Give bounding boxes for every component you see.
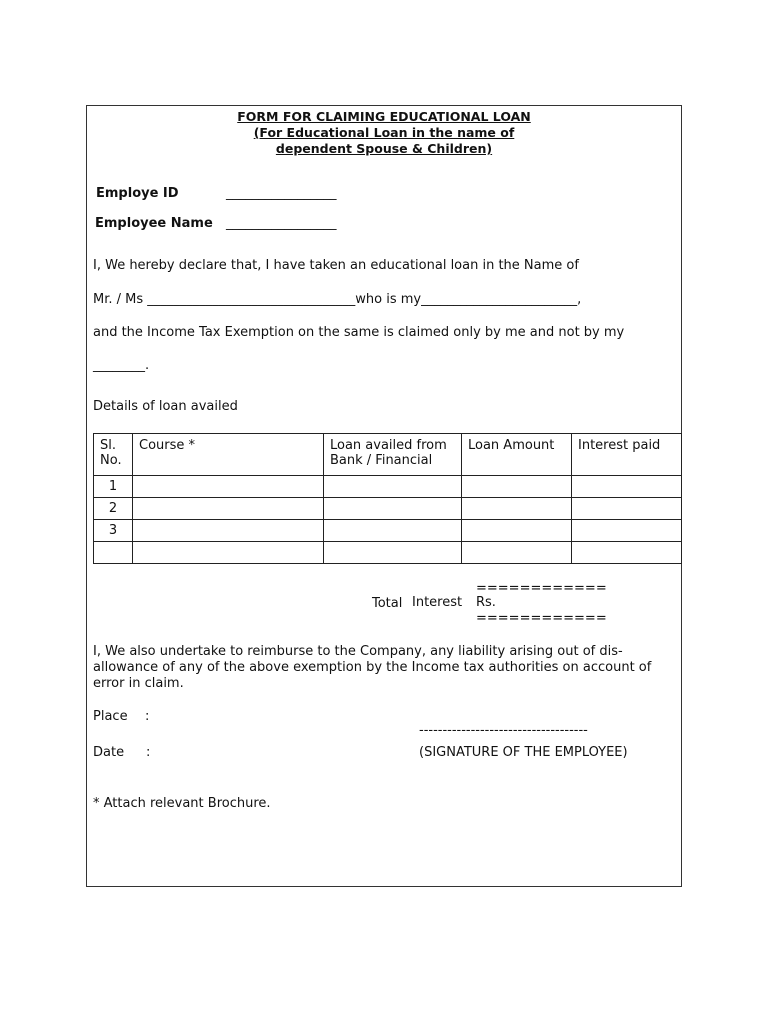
loan-details-table: [93, 433, 682, 564]
employee-name-label: Employee Name: [95, 216, 213, 231]
row-number: 3: [94, 520, 133, 542]
form-title: FORM FOR CLAIMING EDUCATIONAL LOAN: [237, 109, 531, 124]
signature-line[interactable]: ------------------------------------: [419, 723, 588, 738]
course-cell[interactable]: [133, 542, 324, 564]
header-loan-source: Loan availed from Bank / Financial: [324, 434, 462, 476]
signature-label: (SIGNATURE OF THE EMPLOYEE): [419, 745, 628, 760]
loan-source-cell[interactable]: [324, 498, 462, 520]
table-row: [94, 476, 682, 498]
course-cell[interactable]: [133, 520, 324, 542]
course-cell[interactable]: [133, 476, 324, 498]
place-label: Place: [93, 709, 128, 724]
interest-paid-cell[interactable]: [572, 542, 682, 564]
employee-name-field[interactable]: _________________: [226, 216, 337, 231]
details-heading: Details of loan availed: [93, 399, 238, 414]
row-number: [94, 542, 133, 564]
table-row: [94, 542, 682, 564]
date-label: Date: [93, 745, 125, 760]
declaration-line-3: and the Income Tax Exemption on the same is claimed only by me and not by my: [93, 325, 625, 340]
table-row: [94, 498, 682, 520]
loan-source-cell[interactable]: [324, 542, 462, 564]
header-loan-amount: Loan Amount: [462, 434, 572, 476]
header-sl-no: Sl. No.: [94, 434, 133, 476]
table-header-row: [94, 434, 682, 476]
row-number: 2: [94, 498, 133, 520]
total-currency: Rs.: [476, 595, 496, 610]
loan-amount-cell[interactable]: [462, 520, 572, 542]
loan-amount-cell[interactable]: [462, 498, 572, 520]
header-interest-paid: Interest paid: [572, 434, 682, 476]
undertaking-line-3: error in claim.: [93, 676, 184, 691]
undertaking-line-2: allowance of any of the above exemption by the Income tax authorities on account of: [93, 660, 652, 675]
loan-amount-cell[interactable]: [462, 476, 572, 498]
total-equals-top: ============: [476, 581, 607, 596]
employee-id-field[interactable]: _________________: [226, 186, 337, 201]
header-course: Course *: [133, 434, 324, 476]
course-cell[interactable]: [133, 498, 324, 520]
declaration-line-4: ________.: [93, 358, 150, 373]
undertaking-line-1: I, We also undertake to reimburse to the Company, any liability arising out of dis-: [93, 644, 623, 659]
loan-amount-cell[interactable]: [462, 542, 572, 564]
form-subtitle-line1: (For Educational Loan in the name of: [253, 125, 515, 140]
table-row: [94, 520, 682, 542]
total-interest-label: Interest: [412, 595, 463, 610]
loan-source-cell[interactable]: [324, 476, 462, 498]
declaration-line-2: Mr. / Ms ________________________________who is my________________________,: [93, 292, 582, 307]
attach-note: * Attach relevant Brochure.: [93, 796, 271, 811]
loan-source-cell[interactable]: [324, 520, 462, 542]
interest-paid-cell[interactable]: [572, 498, 682, 520]
total-label: Total: [372, 596, 403, 611]
interest-paid-cell[interactable]: [572, 476, 682, 498]
interest-paid-cell[interactable]: [572, 520, 682, 542]
total-equals-bottom: ============: [476, 611, 607, 626]
date-colon: :: [146, 745, 151, 760]
declaration-line-1: I, We hereby declare that, I have taken an educational loan in the Name of: [93, 258, 579, 273]
employee-id-label: Employe ID: [96, 186, 179, 201]
row-number: 1: [94, 476, 133, 498]
form-subtitle-line2: dependent Spouse & Children): [275, 141, 493, 156]
place-colon: :: [145, 709, 150, 724]
